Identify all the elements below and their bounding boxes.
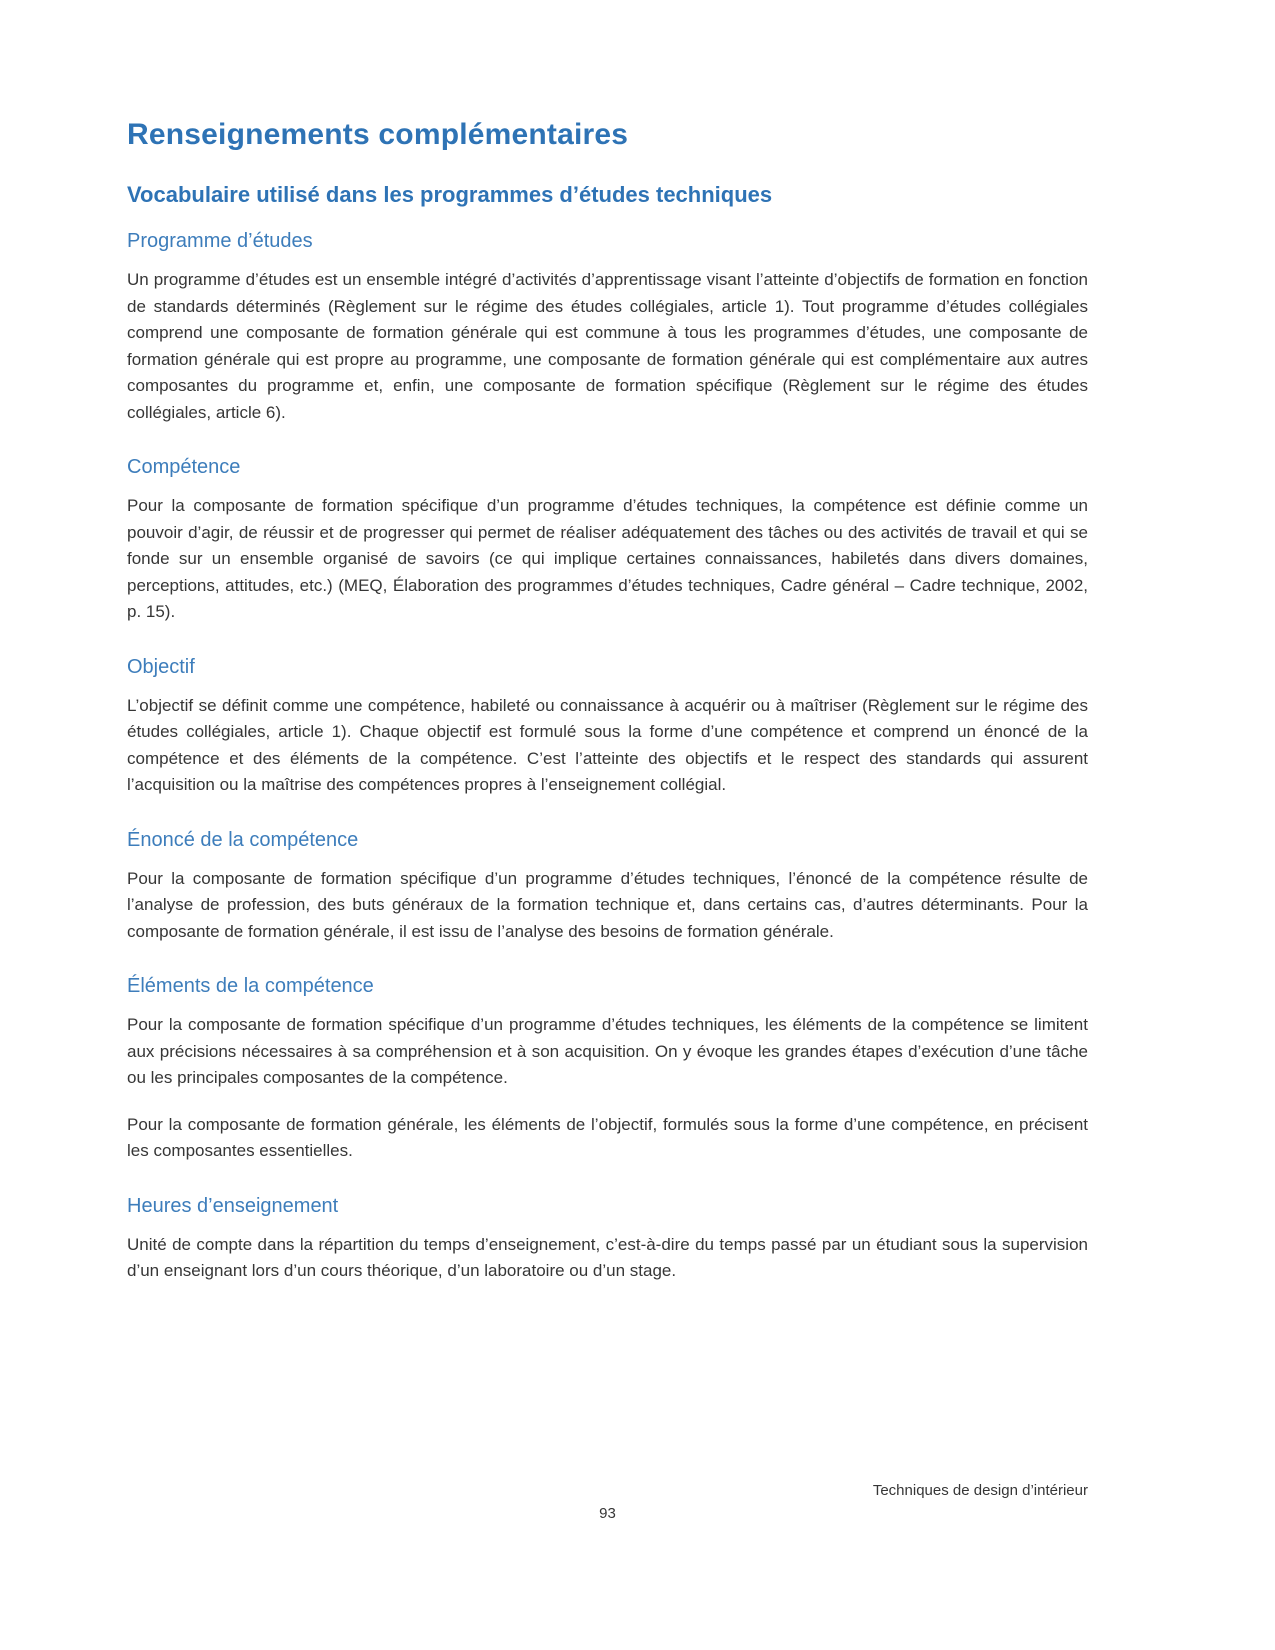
section-heading: Éléments de la compétence	[127, 975, 374, 997]
page-number: 93	[599, 1505, 616, 1522]
paragraph: Un programme d’études est un ensemble intégré d’activités d’apprentissage visant l’atteinte d’objectifs de formation en fonction de standards déterminés (Règlement sur le régime des études collégiales, article 1). Tout programme d’études collégiales comprend une composante de formation générale qui est commune à tous les programmes d’études, une composante de formation générale qui est propre au programme, une composante de formation générale qui est complémentaire aux autres composantes du programme et, enfin, une composante de formation spécifique (Règlement sur le régime des études collégiales, article 6).	[127, 270, 1088, 422]
paragraph: Pour la composante de formation spécifique d’un programme d’études techniques, l’énoncé de la compétence résulte de l’analyse de profession, des buts généraux de la formation technique et, dans certains cas, d’autres déterminants. Pour la composante de formation générale, il est issu de l’analyse des besoins de formation générale.	[127, 868, 1088, 941]
page-title: Renseignements complémentaires	[127, 118, 629, 151]
section-heading: Objectif	[127, 655, 195, 678]
section-heading: Compétence	[127, 456, 241, 478]
document-content	[127, 118, 1088, 1315]
section-programme-detudes	[127, 230, 1088, 426]
section-heures-denseignement	[127, 1195, 1088, 1285]
footer-text: Techniques de design d’intérieur	[872, 1482, 1088, 1499]
paragraph: Unité de compte dans la répartition du temps d’enseignement, c’est-à-dire du temps passé par un étudiant sous la supervision d’un enseignant lors d’un cours théorique, d’un laboratoire ou d’un stage.	[127, 1234, 1088, 1280]
paragraph: Pour la composante de formation générale, les éléments de l’objectif, formulés sous la forme d’une compétence, en précisent les composantes essentielles.	[127, 1114, 1088, 1160]
section-elements-de-la-competence	[127, 975, 1088, 1165]
page-subtitle: Vocabulaire utilisé dans les programmes d’études techniques	[127, 182, 773, 207]
section-objectif	[127, 656, 1088, 799]
paragraph: Pour la composante de formation spécifique d’un programme d’études techniques, la compétence est définie comme un pouvoir d’agir, de réussir et de progresser qui permet de réaliser adéquatement des tâches ou des activités de travail et qui se fonde sur un ensemble organisé de savoirs (ce qui implique certaines connaissances, habiletés dans divers domaines, perceptions, attitudes, etc.) (MEQ, Élaboration des programmes d’études techniques, Cadre général ‒ Cadre technique, 2002, p. 15).	[127, 496, 1088, 621]
section-enonce-de-la-competence	[127, 829, 1088, 946]
section-heading: Heures d’enseignement	[127, 1194, 339, 1217]
paragraph: L’objectif se définit comme une compétence, habileté ou connaissance à acquérir ou à maîtriser (Règlement sur le régime des études collégiales, article 1). Chaque objectif est formulé sous la forme d’une compétence et comprend un énoncé de la compétence et des éléments de la compétence. C’est l’atteinte des objectifs et le respect des standards qui assurent l’acquisition ou la maîtrise des compétences propres à l’enseignement collégial.	[127, 695, 1088, 794]
section-heading: Programme d’études	[127, 230, 313, 252]
paragraph: Pour la composante de formation spécifique d’un programme d’études techniques, les éléments de la compétence se limitent aux précisions nécessaires à sa compréhension et à son acquisition. On y évoque les grandes étapes d’exécution d’une tâche ou les principales composantes de la compétence.	[127, 1015, 1088, 1087]
section-heading: Énoncé de la compétence	[127, 828, 359, 851]
section-competence	[127, 456, 1088, 626]
